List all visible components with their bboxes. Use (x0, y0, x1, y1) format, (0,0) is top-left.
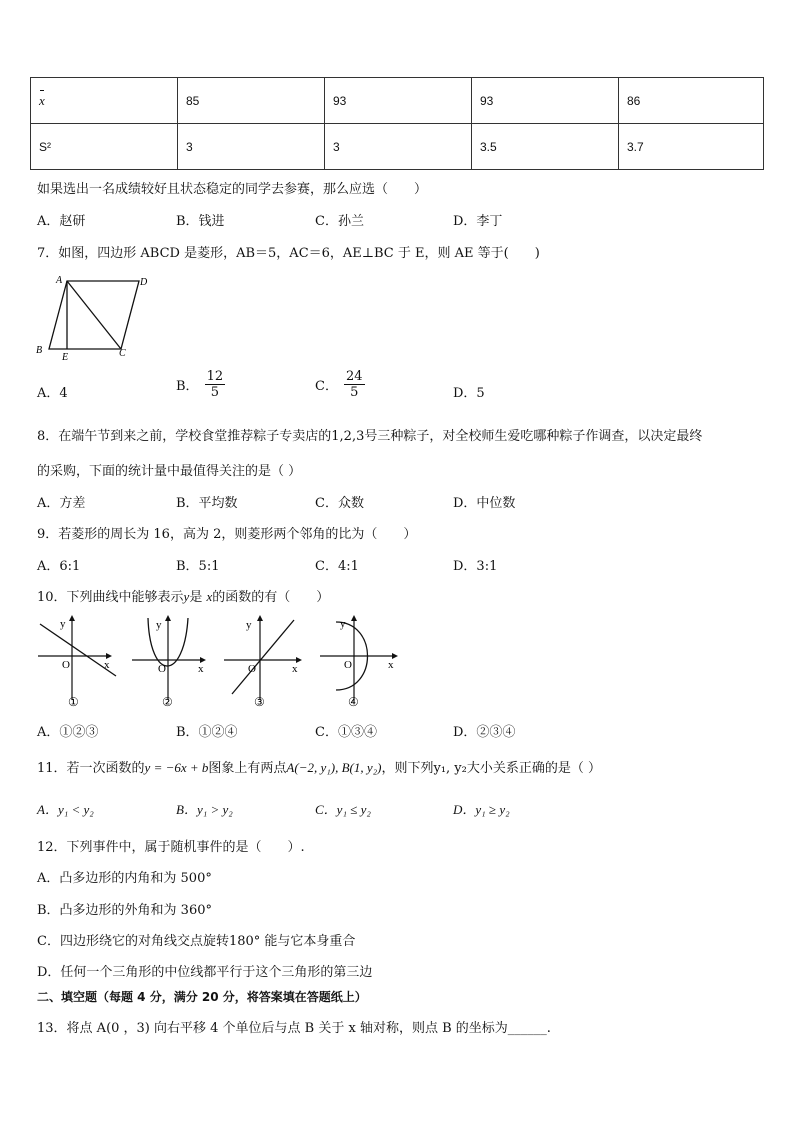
table-cell: 93 (325, 78, 472, 124)
q10-option-a: A．①②③ (37, 725, 99, 740)
stats-table (30, 77, 764, 170)
q11-stem: 11．若一次函数的y = −6x + b图象上有两点A(−2, y₁), B(1, y₂)，则下列y₁, y₂大小关系正确的是（ ） (37, 760, 601, 776)
q7-option-b: B． $\frac{12}{5}$ (176, 369, 224, 400)
graph-1 (36, 612, 120, 708)
q6-option-b: B．钱进 (176, 214, 225, 229)
q9-option-c: C．4:1 (315, 559, 359, 574)
q10-option-c: C．①③④ (315, 725, 377, 740)
origin-label: O (158, 663, 166, 675)
q13-stem: 13．将点 A(0 ，3) 向右平移 4 个单位后与点 B 关于 x 轴对称，则点 B 的坐标为______. (37, 1021, 551, 1036)
q6-option-d: D．李丁 (453, 214, 503, 229)
axis-x-label: x (292, 663, 298, 675)
q6-option-c: C．孙兰 (315, 214, 364, 229)
label-b: B (36, 345, 43, 356)
q12-option-a: A．凸多边形的内角和为 500° (37, 871, 212, 886)
label-e: E (62, 352, 69, 362)
label-a: A (56, 275, 63, 286)
q9-option-d: D．3:1 (453, 559, 498, 574)
q12-option-b: B．凸多边形的外角和为 360° (37, 903, 212, 918)
q6-option-a: A．赵研 (37, 214, 86, 229)
label-d: D (140, 277, 148, 288)
q10-option-d: D．②③④ (453, 725, 516, 740)
origin-label: O (62, 659, 70, 671)
rhombus-figure (34, 272, 154, 362)
table-cell: 86 (619, 78, 764, 124)
q7-option-d: D．5 (453, 386, 485, 401)
mean-symbol: x (39, 92, 45, 108)
origin-label: O (248, 663, 256, 675)
q11-option-a: A．y₁ < y₂ (37, 802, 94, 817)
q8-option-d: D．中位数 (453, 496, 516, 511)
q6-stem: 如果选出一名成绩较好且状态稳定的同学去参赛，那么应选（ ） (37, 182, 428, 197)
table-cell: 3 (325, 124, 472, 170)
section-heading: 二、填空题（每题 4 分，满分 20 分，将答案填在答题纸上） (37, 990, 367, 1004)
origin-label: O (344, 659, 352, 671)
axis-y-label: y (60, 618, 66, 630)
row-label-variance: S² (31, 124, 178, 170)
table-row-variance (31, 124, 764, 170)
graph-3-label: ③ (254, 695, 265, 708)
label-c: C (119, 348, 126, 359)
row-label-mean (31, 78, 178, 124)
graph-2-label: ② (162, 695, 173, 708)
q9-option-b: B．5:1 (176, 559, 220, 574)
q8-line1: 8．在端午节到来之前，学校食堂推荐粽子专卖店的1,2,3号三种粽子，对全校师生爱吃哪种粽子作调查，以决定最终 (37, 429, 703, 444)
q7-option-c: C． $\frac{24}{5}$ (315, 369, 363, 400)
graph-3 (222, 612, 308, 708)
axis-x-label: x (388, 659, 394, 671)
graph-4 (318, 612, 404, 708)
q9-option-a: A．6:1 (37, 559, 81, 574)
table-cell: 3.7 (619, 124, 764, 170)
axis-y-label: y (246, 619, 252, 631)
q7-option-a: A．4 (37, 386, 68, 401)
axis-y-label: y (156, 619, 162, 631)
q12-option-d: D．任何一个三角形的中位线都平行于这个三角形的第三边 (37, 965, 373, 980)
q8-option-c: C．众数 (315, 496, 364, 511)
graph-2 (130, 612, 214, 708)
axis-x-label: x (104, 659, 110, 671)
q11-option-d: D．y₁ ≥ y₂ (453, 802, 510, 817)
q12-option-c: C．四边形绕它的对角线交点旋转180° 能与它本身重合 (37, 934, 356, 949)
axis-y-label: y (340, 618, 346, 630)
q11-option-b: B．y₁ > y₂ (176, 802, 233, 817)
table-cell: 85 (178, 78, 325, 124)
table-row-mean (31, 78, 764, 124)
q10-stem: 10．下列曲线中能够表示y是 x的函数的有（ ） (37, 589, 330, 605)
table-cell: 93 (472, 78, 619, 124)
table-cell: 3.5 (472, 124, 619, 170)
q11-option-c: C．y₁ ≤ y₂ (315, 802, 371, 817)
q10-option-b: B．①②④ (176, 725, 238, 740)
q8-option-a: A．方差 (37, 496, 86, 511)
axis-x-label: x (198, 663, 204, 675)
q12-stem: 12．下列事件中，属于随机事件的是（ ）. (37, 840, 305, 855)
q8-option-b: B．平均数 (176, 496, 238, 511)
table-cell: 3 (178, 124, 325, 170)
graph-4-label: ④ (348, 695, 359, 708)
q7-stem: 7．如图，四边形 ABCD 是菱形，AB＝5，AC＝6，AE⊥BC 于 E，则 AE 等于( ) (37, 246, 540, 261)
q8-line2: 的采购，下面的统计量中最值得关注的是（ ） (37, 464, 302, 479)
graph-1-label: ① (68, 695, 79, 708)
q9-stem: 9．若菱形的周长为 16，高为 2，则菱形两个邻角的比为（ ） (37, 527, 417, 542)
